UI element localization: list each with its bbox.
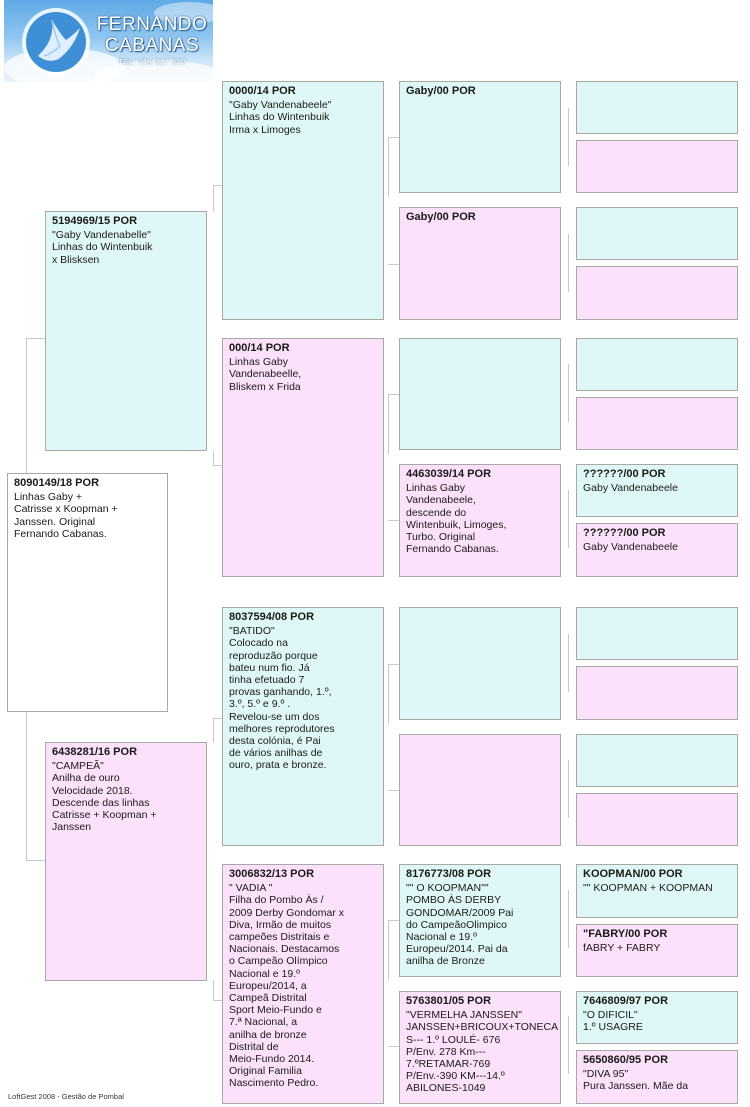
connector-line — [388, 137, 389, 197]
bird-description: Linhas Gaby Vandenabeele, descende do Wintenbuik, Limoges, Turbo. Original Fernando Cabanas. — [406, 482, 507, 556]
logo — [4, 0, 213, 82]
pedigree-g5-12 — [576, 793, 738, 846]
ring-number: ??????/00 POR — [583, 527, 666, 539]
connector-line — [388, 394, 389, 454]
pedigree-g5-11 — [576, 734, 738, 787]
pedigree-g5-3 — [576, 207, 738, 260]
pedigree-g4-3 — [399, 338, 561, 450]
bird-description: fABRY + FABRY — [583, 942, 661, 955]
pedigree-g5-14 — [576, 924, 738, 977]
connector-line — [213, 465, 222, 466]
ring-number: ??????/00 POR — [583, 468, 666, 480]
ring-number: 8090149/18 POR — [14, 477, 100, 489]
ring-number: 4463039/14 POR — [406, 468, 492, 480]
bird-description: "Gaby Vandenabelle" Linhas do Wintenbuik x Blisksen — [52, 229, 153, 266]
ring-number: 5763801/05 POR — [406, 995, 492, 1007]
connector-line — [213, 718, 222, 719]
pedigree-g4-2 — [399, 207, 561, 320]
pedigree-subject — [7, 473, 168, 712]
bird-description: "Gaby Vandenabeele" Linhas do Wintenbuik Irma x Limoges — [229, 99, 332, 136]
pedigree-dam-dam — [222, 864, 384, 1104]
connector-line — [26, 712, 27, 860]
pedigree-g5-6 — [576, 397, 738, 450]
connector-line — [213, 718, 214, 742]
ring-number: "FABRY/00 POR — [583, 928, 668, 940]
bird-description: "CAMPEÃ" Anilha de ouro Velocidade 2018. Descende das linhas Catrisse + Koopman + Janssen — [52, 760, 157, 834]
pedigree-g5-8 — [576, 523, 738, 577]
connector-line — [388, 520, 399, 521]
connector-line — [26, 338, 45, 339]
bird-description: "DIVA 95" Pura Janssen. Mãe da — [583, 1068, 689, 1093]
pedigree-g5-9 — [576, 607, 738, 660]
connector-line — [568, 364, 569, 422]
pedigree-g5-5 — [576, 338, 738, 391]
bird-description: "O DIFICIL" 1.º USAGRE — [583, 1009, 643, 1034]
bird-description: Linhas Gaby + Catrisse x Koopman + Janssen. Original Fernando Cabanas. — [14, 491, 118, 540]
pedigree-g5-7 — [576, 464, 738, 517]
connector-line — [568, 890, 569, 948]
pedigree-g5-15 — [576, 991, 738, 1044]
connector-line — [26, 338, 27, 473]
brand-line-1: FERNANDO — [96, 14, 208, 35]
connector-line — [388, 264, 399, 265]
connector-line — [213, 451, 214, 465]
ring-number: 6438281/16 POR — [52, 746, 138, 758]
pedigree-g4-1 — [399, 81, 561, 193]
ring-number: KOOPMAN/00 POR — [583, 868, 683, 880]
ring-number: 8037594/08 POR — [229, 611, 315, 623]
connector-line — [388, 790, 399, 791]
connector-line — [568, 1016, 569, 1074]
pedigree-g4-7 — [399, 864, 561, 977]
connector-line — [388, 137, 399, 138]
bird-description: Gaby Vandenabeele — [583, 541, 678, 554]
footer-credit: LoftGest 2008 - Gestão de Pombal — [8, 1092, 124, 1101]
connector-line — [213, 185, 214, 211]
brand-name — [96, 14, 208, 56]
connector-line — [388, 664, 399, 665]
connector-line — [568, 234, 569, 292]
brand-telephone: TEL: 914 017 359 — [118, 57, 186, 66]
bird-description: Gaby Vandenabeele — [583, 482, 678, 495]
pedigree-g5-1 — [576, 81, 738, 134]
connector-line — [388, 394, 399, 395]
connector-line — [568, 490, 569, 548]
pedigree-dam-sire — [222, 607, 384, 846]
pedigree-sire-dam — [222, 338, 384, 577]
pedigree-g5-16 — [576, 1050, 738, 1104]
bird-description: Linhas Gaby Vandenabeelle, Bliskem x Frida — [229, 356, 302, 393]
ring-number: 0000/14 POR — [229, 85, 296, 97]
bird-description: "BATIDO" Colocado na reproduzão porque bateu num fio. Já tinha efetuado 7 provas ganhando, 1.º, 3.º, 5.º e 9.º . Revelou-se um dos melhores reprodutores desta colónia, é Pai de vários anilhas de ouro, prata e bronze. — [229, 625, 335, 772]
ring-number: 5194969/15 POR — [52, 215, 138, 227]
connector-line — [388, 920, 399, 921]
connector-line — [213, 980, 214, 1000]
pedigree-g5-2 — [576, 140, 738, 193]
bird-description: "" KOOPMAN + KOOPMAN — [583, 882, 713, 895]
connector-line — [568, 108, 569, 166]
pedigree-sire — [45, 211, 207, 451]
connector-line — [213, 185, 222, 186]
bird-description: "VERMELHA JANSSEN" JANSSEN+BRICOUX+TONECA S--- 1.º LOULÉ- 676 P/Env. 278 Km--- 7.ºRETAMAR-769 P/Env.-390 KM---14.º ABILONES-1049 — [406, 1009, 559, 1095]
pedigree-g5-4 — [576, 266, 738, 320]
pedigree-g5-13 — [576, 864, 738, 918]
pedigree-g4-8 — [399, 991, 561, 1104]
pedigree-g4-5 — [399, 607, 561, 720]
pedigree-g4-6 — [399, 734, 561, 846]
connector-line — [26, 860, 45, 861]
ring-number: Gaby/00 POR — [406, 85, 476, 97]
bird-description: "" O KOOPMAN"" POMBO ÀS DERBY GONDOMAR/2009 Pai do CampeãoOlimpico Nacional e 19.º Europeu/2014. Pai da anilha de Bronze — [406, 882, 514, 968]
ring-number: 7646809/97 POR — [583, 995, 669, 1007]
pedigree-dam — [45, 742, 207, 981]
ring-number: 5650860/95 POR — [583, 1054, 669, 1066]
ring-number: 3006832/13 POR — [229, 868, 315, 880]
connector-line — [388, 664, 389, 724]
brand-line-2: CABANAS — [104, 35, 200, 56]
pedigree-g5-10 — [576, 666, 738, 720]
pedigree-g4-4 — [399, 464, 561, 577]
connector-line — [568, 634, 569, 692]
connector-line — [213, 1000, 222, 1001]
connector-line — [568, 760, 569, 818]
connector-line — [388, 1046, 399, 1047]
pigeon-icon — [18, 6, 94, 78]
connector-line — [388, 920, 389, 980]
pedigree-sire-sire — [222, 81, 384, 320]
bird-description: " VADIA " Filha do Pombo Às / 2009 Derby Gondomar x Diva, Irmão de muitos campeões Distritais e Nacionais. Destacamos o Campeão Olímpico Nacional e 19.º Europeu/2014, a Campeã Distrital Sport Meio-Fundo e 7.ª Nacional, a anilha de bronze Distrital de Meio-Fundo 2014. Original Familia Nascimento Pedro. — [229, 882, 344, 1090]
ring-number: 8176773/08 POR — [406, 868, 492, 880]
ring-number: Gaby/00 POR — [406, 211, 476, 223]
ring-number: 000/14 POR — [229, 342, 290, 354]
